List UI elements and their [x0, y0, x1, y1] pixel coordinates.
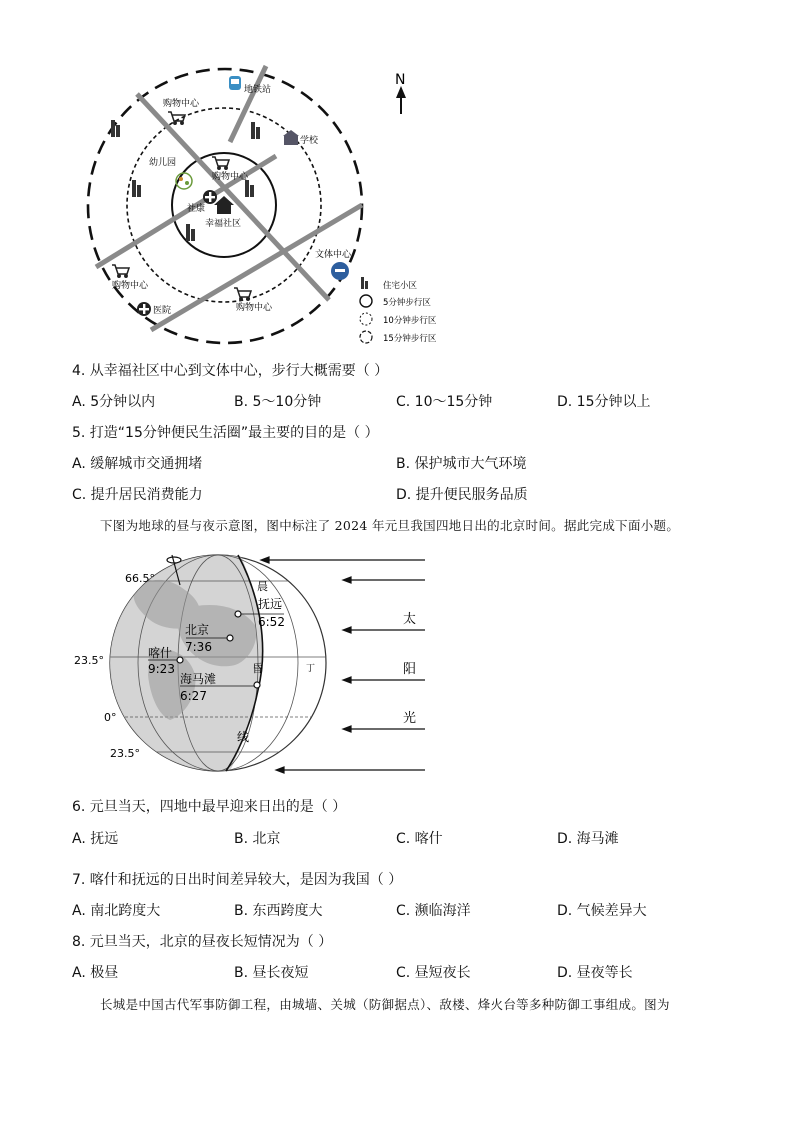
north-label: N: [395, 72, 406, 88]
culture-center-icon: [331, 262, 349, 280]
sunlight-char-1: 太: [403, 612, 417, 627]
q5-option-d[interactable]: D. 提升便民服务品质: [396, 487, 528, 503]
subway-icon: [229, 76, 241, 90]
hospital-icon: [137, 302, 151, 316]
question-5-stem: 5. 打造“15分钟便民生活圈”最主要的目的是（ ）: [72, 425, 379, 441]
intro-great-wall: 长城是中国古代军事防御工程，由城墙、关城（防御据点）、敌楼、烽火台等多种防御工事组成。图为: [100, 997, 670, 1012]
lat-23s-label: 23.5°: [110, 747, 140, 760]
q4-option-c[interactable]: C. 10～15分钟: [396, 394, 493, 410]
q6-option-c[interactable]: C. 喀什: [396, 831, 443, 847]
q7-option-d[interactable]: D. 气候差异大: [557, 903, 647, 919]
haimatan-time: 6:27: [180, 689, 207, 703]
label-mall-center: 购物中心: [212, 172, 249, 182]
home-icon: [214, 196, 234, 214]
terminator-char-3: 线: [237, 730, 250, 744]
q6-option-b[interactable]: B. 北京: [234, 831, 281, 847]
sunlight-char-3: 光: [403, 711, 417, 726]
lat-23n-label: 23.5°: [74, 654, 104, 667]
lat-66-label: 66.5°: [125, 572, 155, 585]
kashi-label: 喀什: [148, 646, 173, 660]
q8-option-c[interactable]: C. 昼短夜长: [396, 965, 471, 981]
label-hospital: 医院: [153, 306, 172, 316]
q7-option-c[interactable]: C. 濒临海洋: [396, 903, 471, 919]
label-school: 学校: [300, 136, 319, 146]
label-mall-top: 购物中心: [163, 99, 200, 109]
map-legend: [360, 277, 437, 344]
terminator-char-2: 昏: [252, 662, 263, 675]
q4-option-b[interactable]: B. 5～10分钟: [234, 394, 322, 410]
legend-5min: 5分钟步行区: [383, 298, 431, 308]
q5-option-c[interactable]: C. 提升居民消费能力: [72, 487, 203, 503]
legend-15min: 15分钟步行区: [383, 334, 437, 344]
lat-0-label: 0°: [104, 711, 117, 724]
question-6-stem: 6. 元旦当天，四地中最早迎来日出的是（ ）: [72, 799, 347, 815]
label-mall-left: 购物中心: [112, 281, 149, 291]
north-arrow-icon: [396, 86, 406, 114]
q7-option-a[interactable]: A. 南北跨度大: [72, 903, 161, 919]
question-4-stem: 4. 从幸福社区中心到文体中心，步行大概需要（ ）: [72, 363, 389, 379]
clinic-icon: [203, 190, 217, 204]
community-map: [80, 60, 460, 350]
sunlight-char-2: 阳: [403, 662, 417, 677]
q7-option-b[interactable]: B. 东西跨度大: [234, 903, 323, 919]
beijing-label: 北京: [185, 623, 210, 637]
label-culture-center: 文体中心: [315, 250, 352, 260]
fuyuan-label: 抚远: [258, 597, 283, 611]
q8-option-d[interactable]: D. 昼夜等长: [557, 965, 633, 981]
legend-10min: 10分钟步行区: [383, 316, 437, 326]
question-7-stem: 7. 喀什和抚远的日出时间差异较大，是因为我国（ ）: [72, 872, 403, 888]
q6-option-a[interactable]: A. 抚远: [72, 831, 119, 847]
q4-option-a[interactable]: A. 5分钟以内: [72, 394, 156, 410]
day-night-globe: [70, 548, 440, 778]
intro-globe: 下图为地球的昼与夜示意图，图中标注了 2024 年元旦我国四地日出的北京时间。据此完成下面小题。: [100, 518, 680, 533]
terminator-char-1: 晨: [257, 580, 268, 593]
school-icon: [283, 130, 299, 145]
label-clinic: 社康: [187, 204, 206, 214]
question-8-stem: 8. 元旦当天，北京的昼夜长短情况为（ ）: [72, 934, 333, 950]
label-community: 幸福社区: [205, 219, 242, 229]
q5-option-b[interactable]: B. 保护城市大气环境: [396, 456, 527, 472]
legend-residential: 住宅小区: [383, 281, 418, 291]
label-kindergarten: 幼儿园: [149, 158, 177, 168]
label-mall-bottom: 购物中心: [236, 303, 273, 313]
label-subway: 地铁站: [244, 85, 272, 95]
q4-option-d[interactable]: D. 15分钟以上: [557, 394, 651, 410]
fuyuan-time: 6:52: [258, 615, 285, 629]
q5-option-a[interactable]: A. 缓解城市交通拥堵: [72, 456, 203, 472]
kashi-time: 9:23: [148, 662, 175, 676]
q8-option-b[interactable]: B. 昼长夜短: [234, 965, 309, 981]
beijing-time: 7:36: [185, 640, 212, 654]
q6-option-d[interactable]: D. 海马滩: [557, 831, 619, 847]
haimatan-label: 海马滩: [180, 672, 217, 686]
small-mark: 丁: [306, 664, 316, 674]
q8-option-a[interactable]: A. 极昼: [72, 965, 119, 981]
